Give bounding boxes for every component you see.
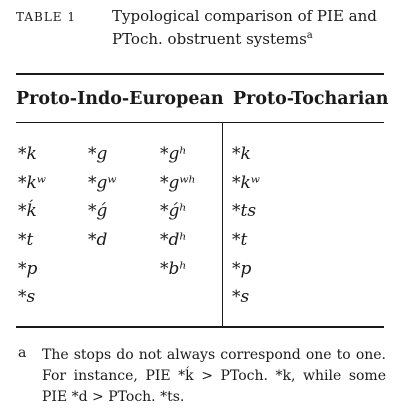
table-title (112, 6, 382, 49)
header-rule (16, 122, 384, 123)
table-bottom-rule (16, 326, 384, 328)
table-cell: *k (232, 144, 251, 164)
table-cell: *ts (232, 201, 257, 221)
table-top-rule (16, 73, 384, 75)
table-title-text: Typological comparison of PIE and PToch. obstruent systems (112, 7, 377, 48)
table-cell: *kʷ (18, 173, 46, 193)
table-cell: *k (18, 144, 37, 164)
table-cell: *t (18, 230, 34, 250)
table-cell: *kʷ (232, 173, 260, 193)
header-pie: Proto-Indo-European (16, 89, 224, 109)
table-cell: *gʷ (88, 173, 117, 193)
table-cell: *dʰ (160, 230, 187, 250)
table-cell: *bʰ (160, 259, 187, 279)
table-cell: *d (88, 230, 108, 250)
table-cell: *s (232, 287, 250, 307)
table-label: TABLE 1 (16, 10, 77, 24)
table-cell: *gʷʰ (160, 173, 196, 193)
table-cell: *ǵʰ (160, 201, 187, 221)
footnote-marker: a (18, 345, 27, 361)
table-cell: *s (18, 287, 36, 307)
footnote-text: The stops do not always correspond one to one. For instance, PIE *ḱ > PToch. *k, while some PIE *d > PToch. *ts. (42, 347, 386, 405)
table-cell: *ḱ (18, 201, 37, 221)
header-ptoch: Proto-Tocharian (233, 89, 389, 109)
table-cell: *p (232, 259, 252, 279)
table-cell: *p (18, 259, 38, 279)
table-cell: *ǵ (88, 201, 108, 221)
footnote-reference: a (306, 30, 313, 41)
table-cell: *gʰ (160, 144, 187, 164)
column-divider (222, 123, 223, 326)
table-cell: *t (232, 230, 248, 250)
table-cell: *g (88, 144, 108, 164)
